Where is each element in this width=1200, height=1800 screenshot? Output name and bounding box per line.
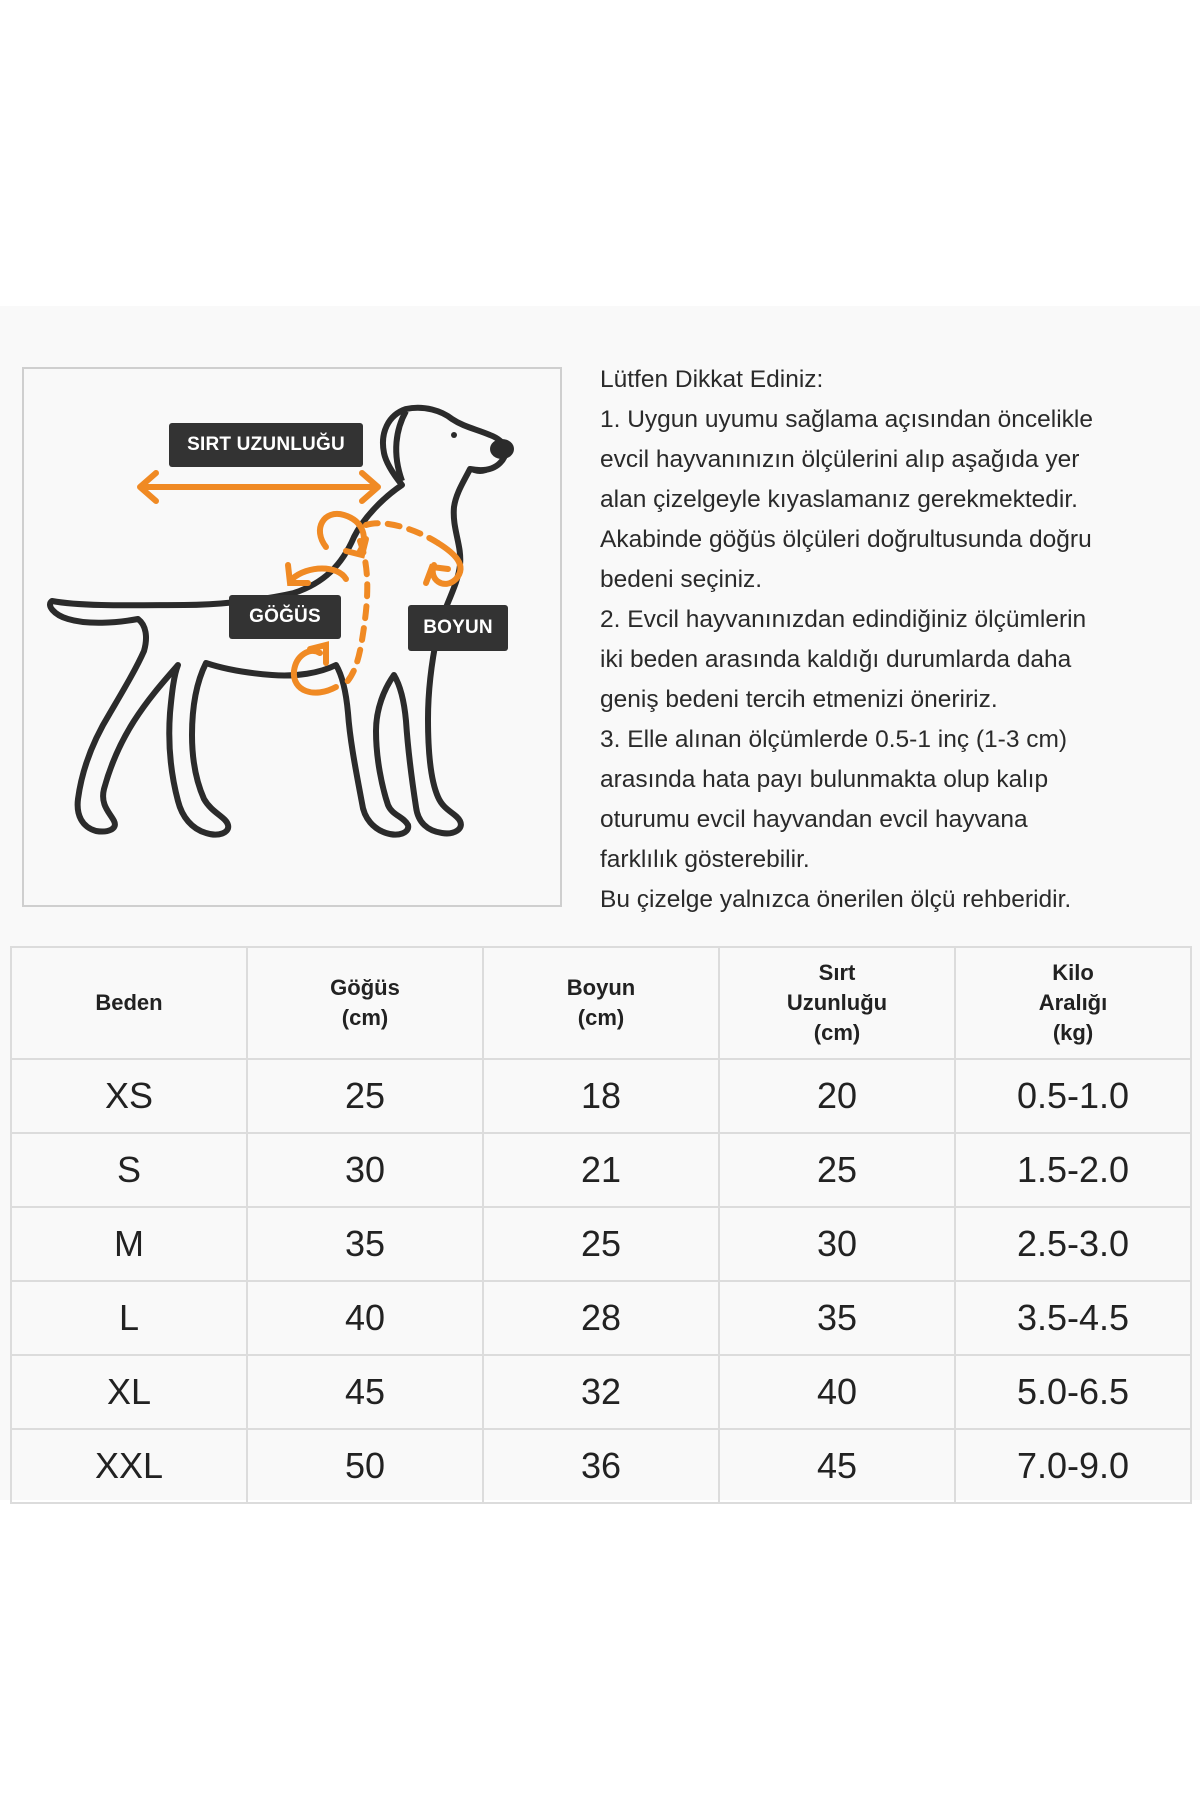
header-neck: Boyun (cm) (483, 947, 719, 1059)
cell-chest: 25 (247, 1059, 483, 1133)
cell-back-length: 25 (719, 1133, 955, 1207)
table-row (11, 1281, 1191, 1355)
cell-weight-range: 5.0-6.5 (955, 1355, 1191, 1429)
cell-chest: 35 (247, 1207, 483, 1281)
notes-panel (600, 360, 1200, 920)
cell-chest: 45 (247, 1355, 483, 1429)
header-back-length: Sırt Uzunluğu (cm) (719, 947, 955, 1059)
neck-label: BOYUN (408, 605, 508, 651)
cell-weight-range: 0.5-1.0 (955, 1059, 1191, 1133)
table-row (11, 1133, 1191, 1207)
cell-back-length: 45 (719, 1429, 955, 1503)
header-weight-range: Kilo Aralığı (kg) (955, 947, 1191, 1059)
cell-size: M (11, 1207, 247, 1281)
cell-neck: 21 (483, 1133, 719, 1207)
notes-line: bedeni seçiniz. (600, 566, 763, 593)
notes-line: alan çizelgeyle kıyaslamanız gerekmektedir. (600, 486, 1078, 513)
dog-measurement-diagram (22, 367, 562, 907)
chest-label: GÖĞÜS (229, 595, 341, 639)
size-table (10, 946, 1192, 1504)
cell-back-length: 20 (719, 1059, 955, 1133)
table-row (11, 1059, 1191, 1133)
table-row (11, 1429, 1191, 1503)
cell-size: S (11, 1133, 247, 1207)
notes-line: iki beden arasında kaldığı durumlarda daha (600, 646, 1072, 673)
notes-title: Lütfen Dikkat Ediniz: (600, 366, 824, 393)
cell-back-length: 35 (719, 1281, 955, 1355)
notes-line: Akabinde göğüs ölçüleri doğrultusunda doğru (600, 526, 1092, 553)
cell-neck: 25 (483, 1207, 719, 1281)
cell-weight-range: 7.0-9.0 (955, 1429, 1191, 1503)
notes-line: 3. Elle alınan ölçümlerde 0.5-1 inç (1-3 cm) (600, 726, 1068, 753)
cell-back-length: 40 (719, 1355, 955, 1429)
cell-neck: 32 (483, 1355, 719, 1429)
header-chest: Göğüs (cm) (247, 947, 483, 1059)
notes-line: Bu çizelge yalnızca önerilen ölçü rehberidir. (600, 886, 1072, 913)
cell-weight-range: 1.5-2.0 (955, 1133, 1191, 1207)
cell-neck: 28 (483, 1281, 719, 1355)
cell-chest: 30 (247, 1133, 483, 1207)
cell-size: XXL (11, 1429, 247, 1503)
cell-neck: 18 (483, 1059, 719, 1133)
cell-chest: 40 (247, 1281, 483, 1355)
notes-line: farklılık gösterebilir. (600, 846, 810, 873)
table-row (11, 1355, 1191, 1429)
cell-size: XL (11, 1355, 247, 1429)
notes-line: arasında hata payı bulunmakta olup kalıp (600, 766, 1049, 793)
table-header-row (11, 947, 1191, 1059)
cell-size: L (11, 1281, 247, 1355)
cell-back-length: 30 (719, 1207, 955, 1281)
notes-line: 1. Uygun uyumu sağlama açısından öncelikle (600, 406, 1094, 433)
notes-line: oturumu evcil hayvandan evcil hayvana (600, 806, 1028, 833)
cell-neck: 36 (483, 1429, 719, 1503)
cell-weight-range: 2.5-3.0 (955, 1207, 1191, 1281)
cell-weight-range: 3.5-4.5 (955, 1281, 1191, 1355)
cell-size: XS (11, 1059, 247, 1133)
notes-line: geniş bedeni tercih etmenizi öneririz. (600, 686, 998, 713)
notes-line: 2. Evcil hayvanınızdan edindiğiniz ölçümlerin (600, 606, 1087, 633)
table-row (11, 1207, 1191, 1281)
notes-line: evcil hayvanınızın ölçülerini alıp aşağıda yer (600, 446, 1080, 473)
back-length-label: SIRT UZUNLUĞU (169, 423, 363, 467)
cell-chest: 50 (247, 1429, 483, 1503)
header-size: Beden (11, 947, 247, 1059)
